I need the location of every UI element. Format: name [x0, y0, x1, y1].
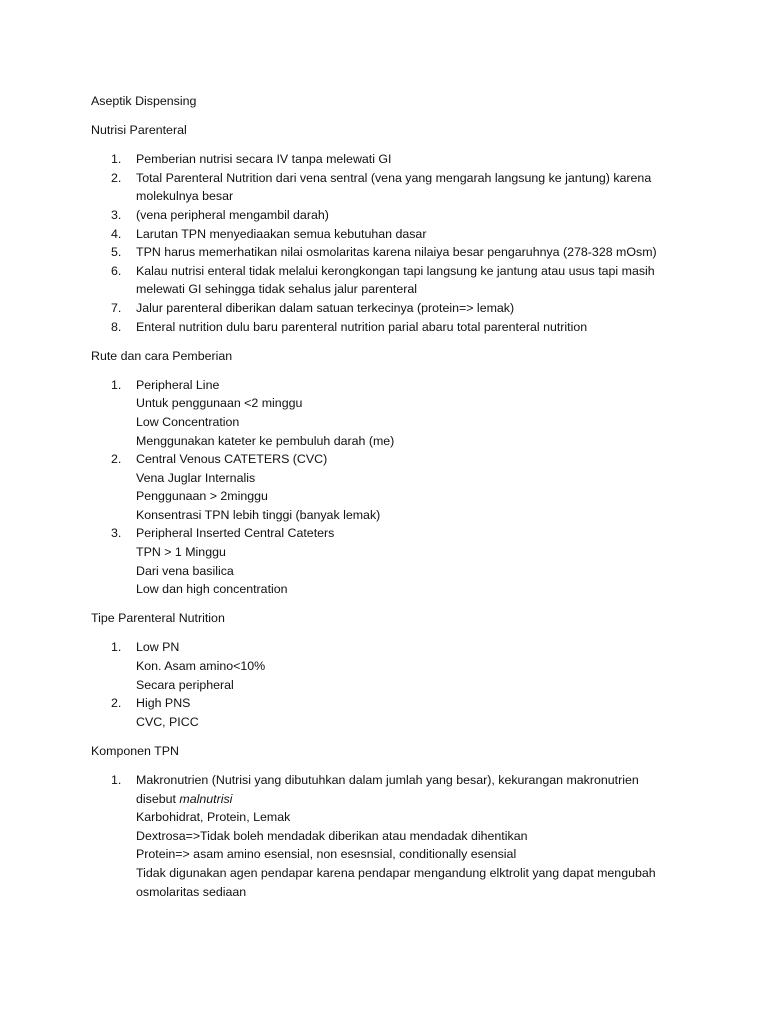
list-item-text: Low PN [136, 640, 180, 655]
list-item-text: Low Concentration [136, 414, 240, 429]
list-item-text: Secara peripheral [136, 677, 234, 692]
list-item [91, 169, 691, 206]
list-item-number: 3. [111, 207, 122, 222]
list-item [91, 450, 691, 524]
numbered-list [91, 376, 691, 599]
list-item-text: Low dan high concentration [136, 582, 288, 597]
list-item-text: Peripheral Line [136, 377, 220, 392]
list-item-number: 1. [111, 640, 122, 655]
list-item [91, 318, 691, 337]
list-item-number: 2. [111, 696, 122, 711]
list-item-text: Vena Juglar Internalis [136, 470, 256, 485]
numbered-list [91, 150, 691, 336]
text-segment: disebut [136, 791, 180, 806]
section-heading: Komponen TPN [91, 743, 179, 758]
list-item-number: 2. [111, 170, 122, 185]
list-item-number: 3. [111, 526, 122, 541]
list-item-number: 1. [111, 773, 122, 787]
list-item-text: (vena peripheral mengambil darah) [136, 207, 329, 222]
list-item-text: CVC, PICC [136, 714, 199, 729]
list-item-text: Pemberian nutrisi secara IV tanpa melewati GI [136, 152, 392, 167]
italic-term: malnutrisi [179, 791, 233, 806]
list-item-text: TPN harus memerhatikan nilai osmolaritas karena nilaiya besar pengaruhnya (278-328 mOsm) [136, 245, 657, 260]
section-heading: Tipe Parenteral Nutrition [91, 611, 225, 626]
list-item-number: 4. [111, 226, 122, 241]
list-item-text: Konsentrasi TPN lebih tinggi (banyak lemak) [136, 507, 381, 522]
list-item [91, 225, 691, 244]
list-item-number: 1. [111, 152, 122, 167]
list-item-number: 1. [111, 377, 122, 392]
list-item [91, 638, 691, 694]
list-item-number: 5. [111, 245, 122, 260]
list-item [91, 206, 691, 225]
sections-container [91, 121, 691, 901]
numbered-list [91, 638, 691, 731]
list-item [91, 524, 691, 598]
list-item [91, 243, 691, 262]
list-item-text: molekulnya besar [136, 189, 234, 204]
list-item-text: Jalur parenteral diberikan dalam satuan terkecinya (protein=> lemak) [136, 300, 515, 315]
list-item [91, 299, 691, 318]
list-item-text [136, 790, 691, 809]
list-item-number: 2. [111, 452, 122, 467]
list-item-text: Tidak digunakan agen pendapar karena pendapar mengandung elktrolit yang dapat mengubah [136, 865, 656, 880]
list-item-text: Makronutrien (Nutrisi yang dibutuhkan dalam jumlah yang besar), kekurangan makronutrien [136, 773, 639, 787]
list-item [91, 150, 691, 169]
list-item-text: Kon. Asam amino<10% [136, 659, 266, 674]
list-item-number: 7. [111, 300, 122, 315]
list-item [91, 771, 691, 901]
list-item-text: TPN > 1 Minggu [136, 545, 226, 560]
list-item [91, 262, 691, 299]
list-item [91, 376, 691, 450]
numbered-list [91, 771, 691, 901]
list-item-text: Total Parenteral Nutrition dari vena sentral (vena yang mengarah langsung ke jantung) karena [136, 170, 652, 185]
list-item-text: High PNS [136, 696, 191, 711]
list-item-text: melewati GI sehingga tidak sehalus jalur parenteral [136, 282, 418, 297]
section-heading: Nutrisi Parenteral [91, 123, 187, 138]
list-item-number: 6. [111, 263, 122, 278]
list-item [91, 694, 691, 731]
section-heading: Rute dan cara Pemberian [91, 348, 233, 363]
document-title: Aseptik Dispensing [91, 94, 197, 108]
list-item-text: Larutan TPN menyediaakan semua kebutuhan dasar [136, 226, 427, 241]
list-item-text: Kalau nutrisi enteral tidak melalui kerongkongan tapi langsung ke jantung atau usus tapi masih [136, 263, 655, 278]
list-item-text: Penggunaan > 2minggu [136, 489, 268, 504]
list-item-text: Menggunakan kateter ke pembuluh darah (me) [136, 433, 395, 448]
list-item-text: osmolaritas sediaan [136, 884, 247, 899]
list-item-text: Central Venous CATETERS (CVC) [136, 452, 328, 467]
list-item-text: Dari vena basilica [136, 563, 234, 578]
list-item-text: Protein=> asam amino esensial, non esesnsial, conditionally esensial [136, 847, 517, 862]
list-item-number: 8. [111, 319, 122, 334]
list-item-text: Enteral nutrition dulu baru parenteral nutrition parial abaru total parenteral nutrition [136, 319, 588, 334]
list-item-text: Karbohidrat, Protein, Lemak [136, 810, 291, 825]
list-item-text: Dextrosa=>Tidak boleh mendadak diberikan atau mendadak dihentikan [136, 828, 528, 843]
list-item-text: Peripheral Inserted Central Cateters [136, 526, 335, 541]
document-content [91, 92, 691, 912]
list-item-text: Untuk penggunaan <2 minggu [136, 396, 303, 411]
